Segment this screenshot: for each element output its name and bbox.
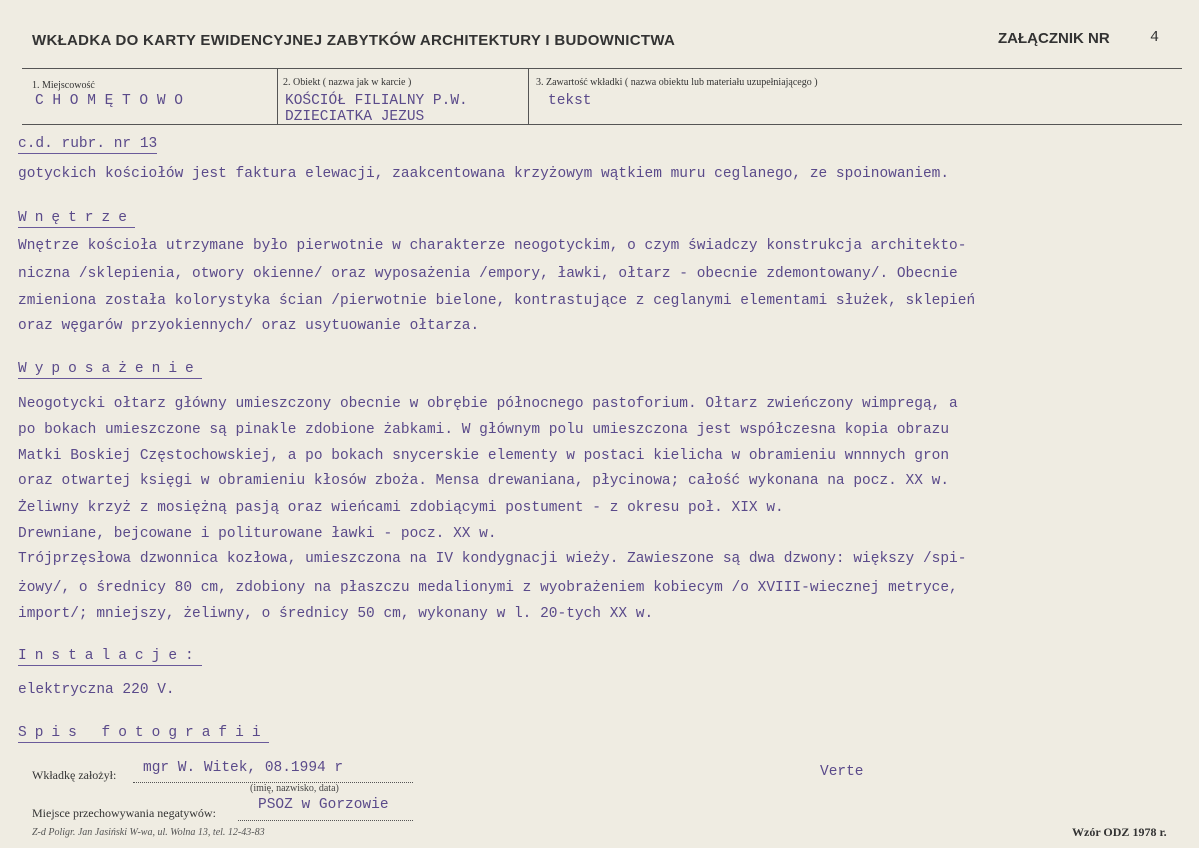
attachment-label: ZAŁĄCZNIK NR xyxy=(998,30,1110,47)
equipment-line: import/; mniejszy, żeliwny, o średnicy 50 cm, wykonany w l. 20-tych XX w. xyxy=(18,606,654,622)
continuation-line: gotyckich kościołów jest faktura elewacji, zaakcentowana krzyżowym wątkiem muru ceglanego, ze spoinowaniem. xyxy=(18,166,950,182)
prepared-by-hint: (imię, nazwisko, data) xyxy=(250,783,339,794)
equipment-heading: Wyposażenie xyxy=(18,361,202,377)
photos-heading: Spis fotografii xyxy=(18,725,269,741)
equipment-line: Matki Boskiej Częstochowskiej, a po bokach snycerskie elementy w postaci kielicha w obramieniu wnnnych gron xyxy=(18,448,950,464)
locality-label: 1. Miejscowość xyxy=(32,80,95,91)
object-label: 2. Obiekt ( nazwa jak w karcie ) xyxy=(283,77,412,88)
negatives-line xyxy=(238,820,413,821)
prepared-by-value: mgr W. Witek, 08.1994 r xyxy=(143,760,344,776)
installations-heading: Instalacje: xyxy=(18,648,202,664)
interior-heading: Wnętrze xyxy=(18,210,135,226)
content-value: tekst xyxy=(548,93,592,109)
equipment-line: po bokach umieszczone są pinakle zdobione żabkami. W głównym polu umieszczona jest współczesna kopia obrazu xyxy=(18,422,950,438)
interior-line: oraz węgarów przyokiennych/ oraz usytuowanie ołtarza. xyxy=(18,318,480,334)
locality-value: C H O M Ę T O W O xyxy=(35,93,183,109)
form-code: Wzór ODZ 1978 r. xyxy=(1072,825,1167,839)
negatives-label: Miejsce przechowywania negatywów: xyxy=(32,806,216,820)
table-bottom-rule xyxy=(22,124,1182,125)
interior-line: Wnętrze kościoła utrzymane było pierwotnie w charakterze neogotyckim, o czym świadczy konstrukcja architekto- xyxy=(18,238,967,254)
column-divider-1 xyxy=(277,68,278,124)
form-title: WKŁADKA DO KARTY EWIDENCYJNEJ ZABYTKÓW ARCHITEKTURY I BUDOWNICTWA xyxy=(32,32,676,49)
object-value-line-2: DZIECIATKA JEZUS xyxy=(285,109,425,125)
equipment-line: Trójprzęsłowa dzwonnica kozłowa, umieszczona na IV kondygnacji wieży. Zawieszone są dwa dzwony: większy /spi- xyxy=(18,551,967,567)
equipment-line: żowy/, o średnicy 80 cm, zdobiony na płaszczu medalionymi z wyobrażeniem kobiecym /o XVIII-wiecznej metryce, xyxy=(18,580,958,596)
attachment-number: 4 xyxy=(1150,29,1160,46)
object-value-line-1: KOŚCIÓŁ FILIALNY P.W. xyxy=(285,93,468,109)
verte-text: Verte xyxy=(820,764,864,780)
equipment-line: Neogotycki ołtarz główny umieszczony obecnie w obrębie północnego pastoforium. Ołtarz zwieńczony wimpregą, a xyxy=(18,396,958,412)
equipment-line: Drewniane, bejcowane i politurowane ławki - pocz. XX w. xyxy=(18,526,497,542)
printer-imprint: Z-d Poligr. Jan Jasiński W-wa, ul. Wolna 13, tel. 12-43-83 xyxy=(32,827,265,838)
continuation-heading: c.d. rubr. nr 13 xyxy=(18,136,158,152)
negatives-value: PSOZ w Gorzowie xyxy=(258,797,389,813)
interior-line: niczna /sklepienia, otwory okienne/ oraz wyposażenia /empory, ławki, ołtarz - obecnie zdemontowany/. Obecnie xyxy=(18,266,958,282)
installations-line: elektryczna 220 V. xyxy=(18,682,175,698)
content-label: 3. Zawartość wkładki ( nazwa obiektu lub materiału uzupełniającego ) xyxy=(536,77,818,88)
interior-line: zmieniona została kolorystyka ścian /pierwotnie bielone, kontrastujące z ceglanymi elementami służek, sklepień xyxy=(18,293,976,309)
column-divider-2 xyxy=(528,68,529,124)
equipment-line: oraz otwartej księgi w obramieniu kłosów zboża. Mensa drewaniana, płycinowa; całość wykonana na pocz. XX w. xyxy=(18,473,950,489)
equipment-line: Żeliwny krzyż z mosiężną pasją oraz wieńcami zdobiącymi postument - z okresu poł. XIX w. xyxy=(18,500,784,516)
table-top-rule xyxy=(22,68,1182,69)
prepared-by-label: Wkładkę założył: xyxy=(32,768,117,782)
